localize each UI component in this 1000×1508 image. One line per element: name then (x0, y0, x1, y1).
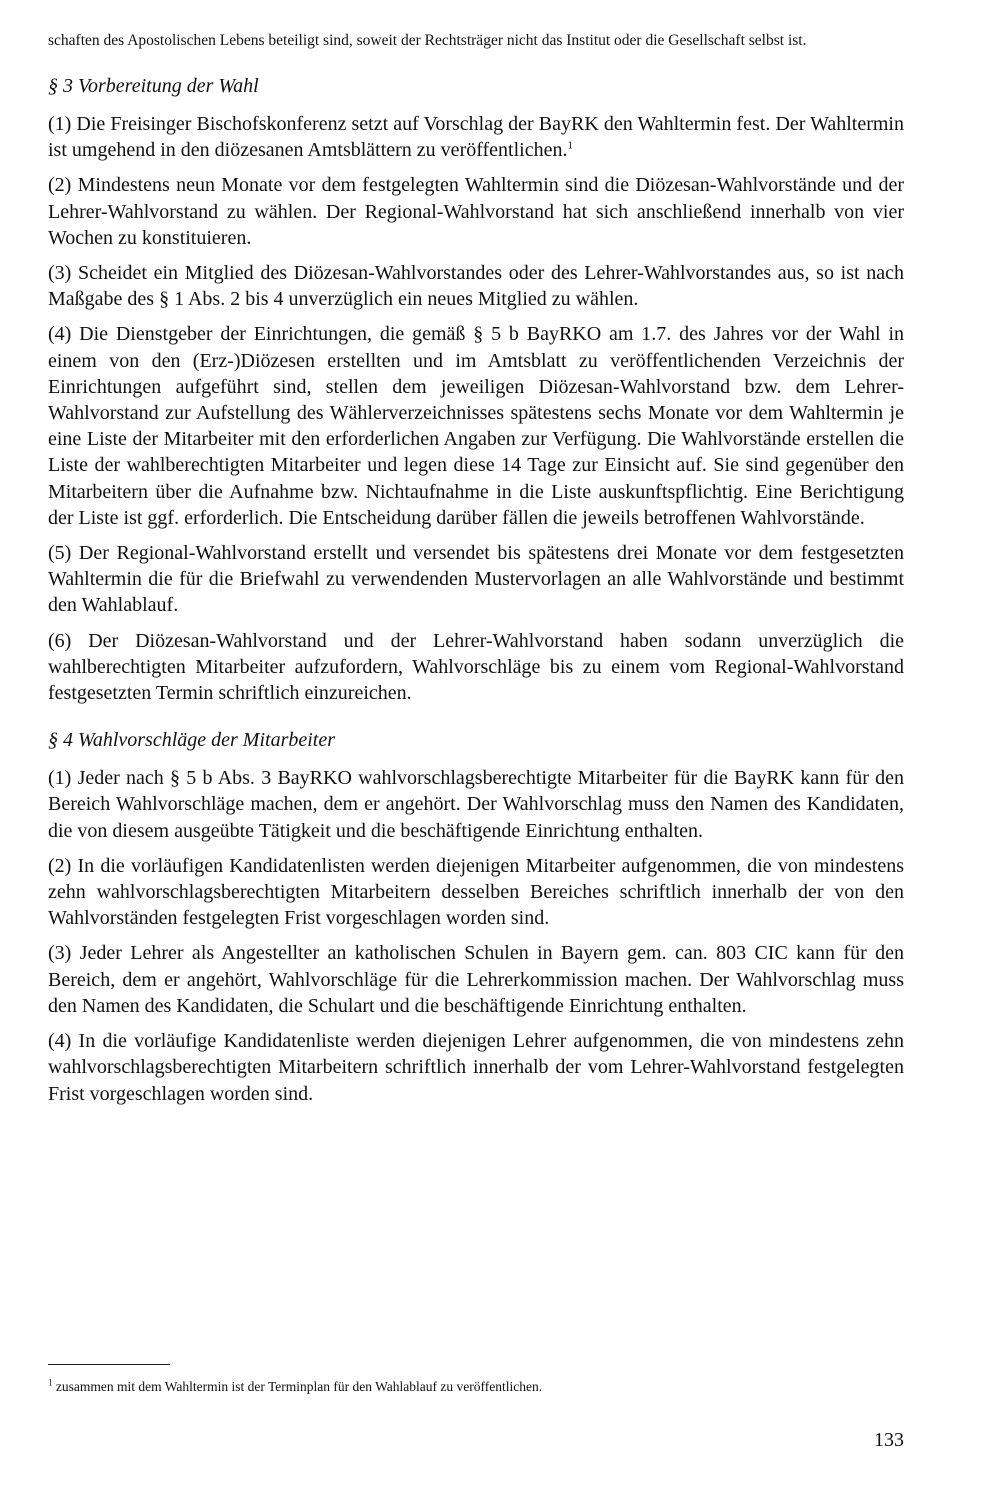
footnote-marker: 1 (48, 1377, 53, 1388)
intro-text: schaften des Apostolischen Lebens beteiligt sind, soweit der Rechtsträger nicht das Institut oder die Gesellschaft selbst ist. (48, 32, 807, 49)
section-3-paragraph-1: (1) Die Freisinger Bischofskonferenz setzt auf Vorschlag der BayRK den Wahltermin fest. Der Wahltermin ist umgehend in den diözesanen Amtsblättern zu veröffentlichen.$^1$ (48, 113, 904, 162)
section-4-paragraph-4: (4) In die vorläufige Kandidatenliste werden diejenigen Lehrer aufgenommen, die von mindestens zehn wahlvorschlagsberechtigten Mitarbeitern schriftlich innerhalb der vom Lehrer-Wahlvorstand festgelegten Frist vorgeschlagen worden sind. (48, 1030, 904, 1105)
page-body (48, 30, 904, 1116)
page-number: 133 (874, 1429, 904, 1451)
section-3-heading: § 3 Vorbereitung der Wahl (48, 75, 259, 97)
section-4-paragraph-3: (3) Jeder Lehrer als Angestellter an katholischen Schulen in Bayern gem. can. 803 CIC kann für den Bereich, dem er angehört, Wahlvorschläge für die Lehrerkommission machen. Der Wahlvorschlag muss den Namen des Kandidaten, die Schulart und die beschäftigende Einrichtung enthalten. (48, 942, 904, 1017)
section-3-paragraph-5: (5) Der Regional-Wahlvorstand erstellt und versendet bis spätestens drei Monate vor dem festgesetzten Wahltermin die für die Briefwahl zu verwendenden Mustervorlagen an alle Wahlvorstände und bestimmt den Wahlablauf. (48, 542, 904, 617)
section-3-paragraph-2: (2) Mindestens neun Monate vor dem festgelegten Wahltermin sind die Diözesan-Wahlvorstände und der Lehrer-Wahlvorstand zu wählen. Der Regional-Wahlvorstand hat sich anschließend innerhalb von vier Wochen zu konstituieren. (48, 174, 904, 249)
section-4-paragraph-2: (2) In die vorläufigen Kandidatenlisten werden diejenigen Mitarbeiter aufgenommen, die von mindestens zehn wahlvorschlagsberechtigten Mitarbeitern desselben Bereiches schriftlich innerhalb der von den Wahlvorständen festgelegten Frist vorgeschlagen worden sind. (48, 854, 904, 930)
footnote-divider (48, 1364, 170, 1365)
footnote-reference: 1 (567, 139, 573, 152)
section-3-paragraph-6: (6) Der Diözesan-Wahlvorstand und der Lehrer-Wahlvorstand haben sodann unverzüglich die wahlberechtigten Mitarbeiter aufzufordern, Wahlvorschläge bis zu einem vom Regional-Wahlvorstand festgesetzten Termin schriftlich einzureichen. (48, 629, 904, 705)
section-3-paragraph-4: (4) Die Dienstgeber der Einrichtungen, die gemäß § 5 b BayRKO am 1.7. des Jahres vor der Wahl in einem von den (Erz-)Diözesen erstellten und im Amtsblatt zu veröffentlichenden Verzeichnis der Einrichtungen aufgeführt sind, stellen dem jeweiligen Diözesan-Wahlvorstand bzw. dem Lehrer-Wahlvorstand zur Aufstellung des Wählerverzeichnisses spätestens sechs Monate vor dem Wahltermin je eine Liste der Mitarbeiter mit den erforderlichen Angaben zur Verfügung. Die Wahlvorstände erstellen die Liste der wahlberechtigten Mitarbeiter und legen diese 14 Tage zur Einsicht auf. Sie sind gegenüber den Mitarbeitern über die Aufnahme bzw. Nichtaufnahme in die Liste auskunftspflichtig. Eine Berichtigung der Liste ist ggf. erforderlich. Die Entscheidung darüber fällen die jeweils betroffenen Wahlvorstände. (48, 323, 904, 529)
section-4-paragraph-1: (1) Jeder nach § 5 b Abs. 3 BayRKO wahlvorschlagsberechtigte Mitarbeiter für die BayRK kann für den Bereich Wahlvorschläge machen, dem er angehört. Der Wahlvorschlag muss den Namen des Kandidaten, die von diesem ausgeübte Tätigkeit und die beschäftigende Einrichtung enthalten. (48, 767, 904, 842)
section-spacer (48, 715, 904, 727)
section-3-paragraph-3: (3) Scheidet ein Mitglied des Diözesan-Wahlvorstandes oder des Lehrer-Wahlvorstandes aus, so ist nach Maßgabe des § 1 Abs. 2 bis 4 unverzüglich ein neues Mitglied zu wählen. (48, 262, 904, 311)
section-4-heading: § 4 Wahlvorschläge der Mitarbeiter (48, 729, 336, 752)
section-3 (48, 73, 904, 706)
footnote (48, 1378, 908, 1396)
footnote-text: zusammen mit dem Wahltermin ist der Terminplan für den Wahlablauf zu veröffentlichen. (55, 1379, 543, 1394)
section-4 (48, 727, 904, 1106)
